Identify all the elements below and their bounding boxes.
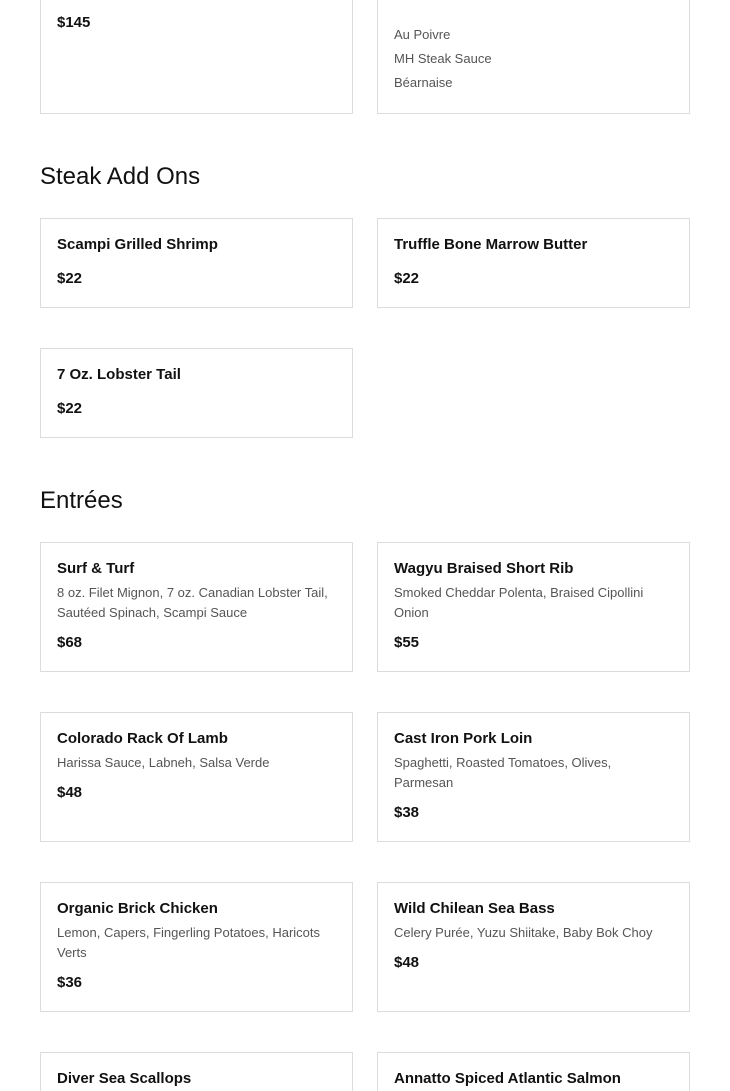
item-name: Surf & Turf [57,560,135,577]
menu-item-card [40,882,353,1012]
item-price: $22 [57,400,83,417]
menu-item-card [40,348,353,438]
item-name: 7 Oz. Lobster Tail [57,366,181,383]
item-name: Colorado Rack Of Lamb [57,730,228,747]
item-price: $55 [394,634,420,651]
section-title-steak-add-ons: Steak Add Ons [40,163,201,190]
item-price: $68 [57,634,83,651]
sauces-card [377,0,690,114]
sauce-item: MH Steak Sauce [394,51,492,66]
item-description: 8 oz. Filet Mignon, 7 oz. Canadian Lobster Tail, Sautéed Spinach, Scampi Sauce [57,585,328,620]
menu-item-card [40,1052,353,1091]
item-price: $22 [57,270,83,287]
section-title-entrees: Entrées [40,487,123,514]
item-name: Scampi Grilled Shrimp [57,236,218,253]
item-price: $48 [394,954,420,971]
item-price: $145 [57,14,91,31]
menu-item-card [377,542,690,672]
item-price: $22 [394,270,420,287]
item-description: Smoked Cheddar Polenta, Braised Cipollini Onion [394,585,644,620]
item-price: $38 [394,804,420,821]
menu-item-card [40,542,353,672]
item-name: Annatto Spiced Atlantic Salmon [394,1070,621,1087]
menu-item-card [40,712,353,842]
item-description: Harissa Sauce, Labneh, Salsa Verde [57,755,270,770]
item-price: $48 [57,784,83,801]
item-name: Wild Chilean Sea Bass [394,900,555,917]
menu-item-card [40,218,353,308]
menu-item-card [40,0,353,114]
item-price: $36 [57,974,83,991]
sauce-item: Au Poivre [394,27,451,42]
item-description: Spaghetti, Roasted Tomatoes, Olives, Parmesan [394,755,612,790]
item-name: Wagyu Braised Short Rib [394,560,574,577]
menu-item-card [377,712,690,842]
item-name: Cast Iron Pork Loin [394,730,533,747]
item-name: Organic Brick Chicken [57,900,218,917]
menu-item-card [377,1052,690,1091]
item-name: Truffle Bone Marrow Butter [394,236,588,253]
item-description: Celery Purée, Yuzu Shiitake, Baby Bok Choy [394,925,653,940]
sauce-item: Béarnaise [394,75,453,90]
menu-item-card [377,218,690,308]
item-name: Diver Sea Scallops [57,1070,192,1087]
item-description: Lemon, Capers, Fingerling Potatoes, Haricots Verts [57,925,321,960]
menu-item-card [377,882,690,1012]
sauce-list [394,23,492,95]
